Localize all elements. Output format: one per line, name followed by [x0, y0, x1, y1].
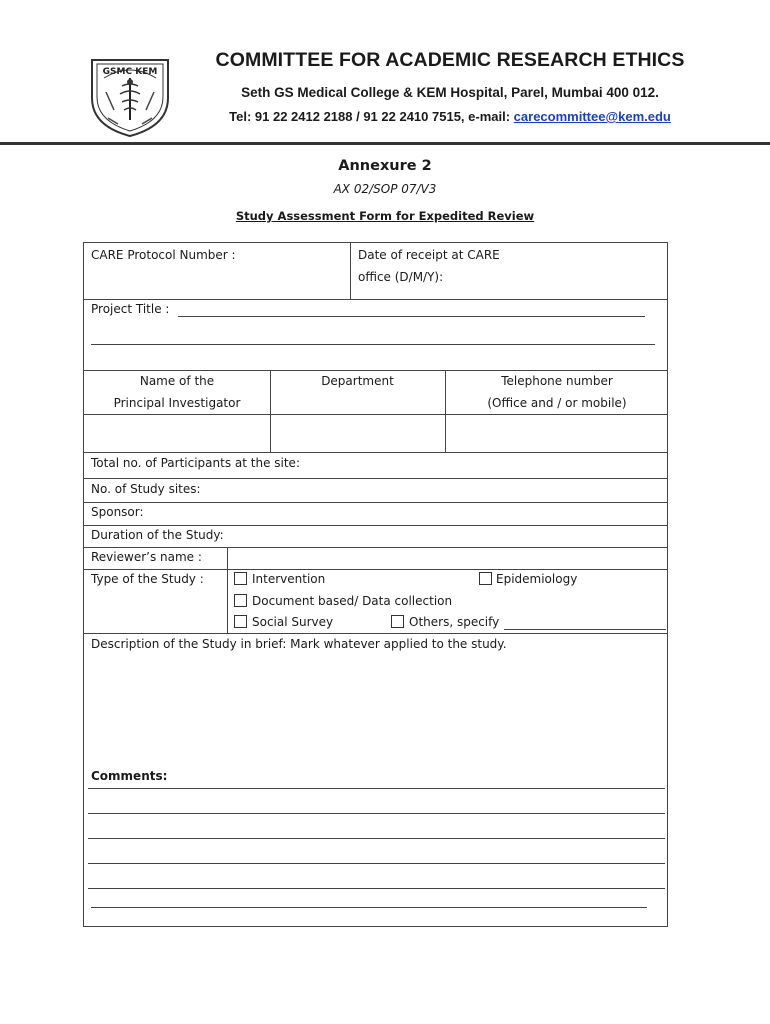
others-specify-field[interactable] [504, 629, 666, 630]
assessment-form [83, 242, 668, 927]
comments-label: Comments: [91, 769, 168, 783]
protocol-number-label: CARE Protocol Number : [91, 248, 236, 262]
divider [84, 569, 667, 570]
social-survey-checkbox[interactable] [234, 615, 247, 628]
comments-line[interactable] [88, 838, 665, 839]
comments-line[interactable] [88, 813, 665, 814]
contact-line [170, 109, 730, 124]
comments-line[interactable] [88, 863, 665, 864]
email-link[interactable]: carecommittee@kem.edu [513, 109, 671, 124]
participants-label: Total no. of Participants at the site: [91, 456, 300, 470]
project-title-field[interactable] [178, 316, 645, 317]
study-type-label: Type of the Study : [91, 572, 204, 586]
epidemiology-label: Epidemiology [496, 572, 578, 586]
telephone-text: Tel: 91 22 2412 2188 / 91 22 2410 7515, e-mail: [229, 109, 514, 124]
document-based-checkbox[interactable] [234, 594, 247, 607]
project-title-field-2[interactable] [91, 344, 655, 345]
project-title-label: Project Title : [91, 302, 170, 316]
document-based-label: Document based/ Data collection [252, 594, 453, 608]
telephone-header-1: Telephone number [501, 374, 613, 388]
form-title: Study Assessment Form for Expedited Review [235, 209, 535, 223]
divider [84, 414, 667, 415]
comments-line[interactable] [88, 888, 665, 889]
divider [84, 299, 667, 300]
others-checkbox[interactable] [391, 615, 404, 628]
divider [84, 633, 667, 634]
intervention-checkbox[interactable] [234, 572, 247, 585]
comments-line[interactable] [88, 788, 665, 789]
date-receipt-label-2: office (D/M/Y): [358, 270, 444, 284]
divider [84, 525, 667, 526]
header-divider [0, 142, 770, 145]
telephone-header-2: (Office and / or mobile) [487, 396, 627, 410]
divider [84, 478, 667, 479]
svg-text:GSMC KEM: GSMC KEM [102, 67, 158, 77]
pi-name-header-1: Name of the [139, 374, 215, 388]
committee-title: COMMITTEE FOR ACADEMIC RESEARCH ETHICS [215, 49, 685, 71]
document-code: AX 02/SOP 07/V3 [333, 182, 437, 196]
college-seal-logo [84, 48, 176, 138]
duration-label: Duration of the Study: [91, 528, 224, 542]
description-label: Description of the Study in brief: Mark whatever applied to the study. [91, 637, 507, 651]
divider [84, 452, 667, 453]
institution-address: Seth GS Medical College & KEM Hospital, Parel, Mumbai 400 012. [241, 85, 659, 100]
department-header: Department [321, 374, 394, 388]
date-receipt-label-1: Date of receipt at CARE [358, 248, 500, 262]
divider [350, 243, 351, 299]
comments-line[interactable] [91, 907, 647, 908]
intervention-label: Intervention [252, 572, 326, 586]
divider [84, 370, 667, 371]
divider [84, 547, 667, 548]
epidemiology-checkbox[interactable] [479, 572, 492, 585]
study-sites-label: No. of Study sites: [91, 482, 201, 496]
divider [227, 547, 228, 633]
divider [84, 502, 667, 503]
sponsor-label: Sponsor: [91, 505, 144, 519]
social-survey-label: Social Survey [252, 615, 334, 629]
others-label: Others, specify [409, 615, 500, 629]
pi-name-header-2: Principal Investigator [113, 396, 241, 410]
reviewer-label: Reviewer’s name : [91, 550, 202, 564]
annexure-heading: Annexure 2 [338, 158, 432, 174]
